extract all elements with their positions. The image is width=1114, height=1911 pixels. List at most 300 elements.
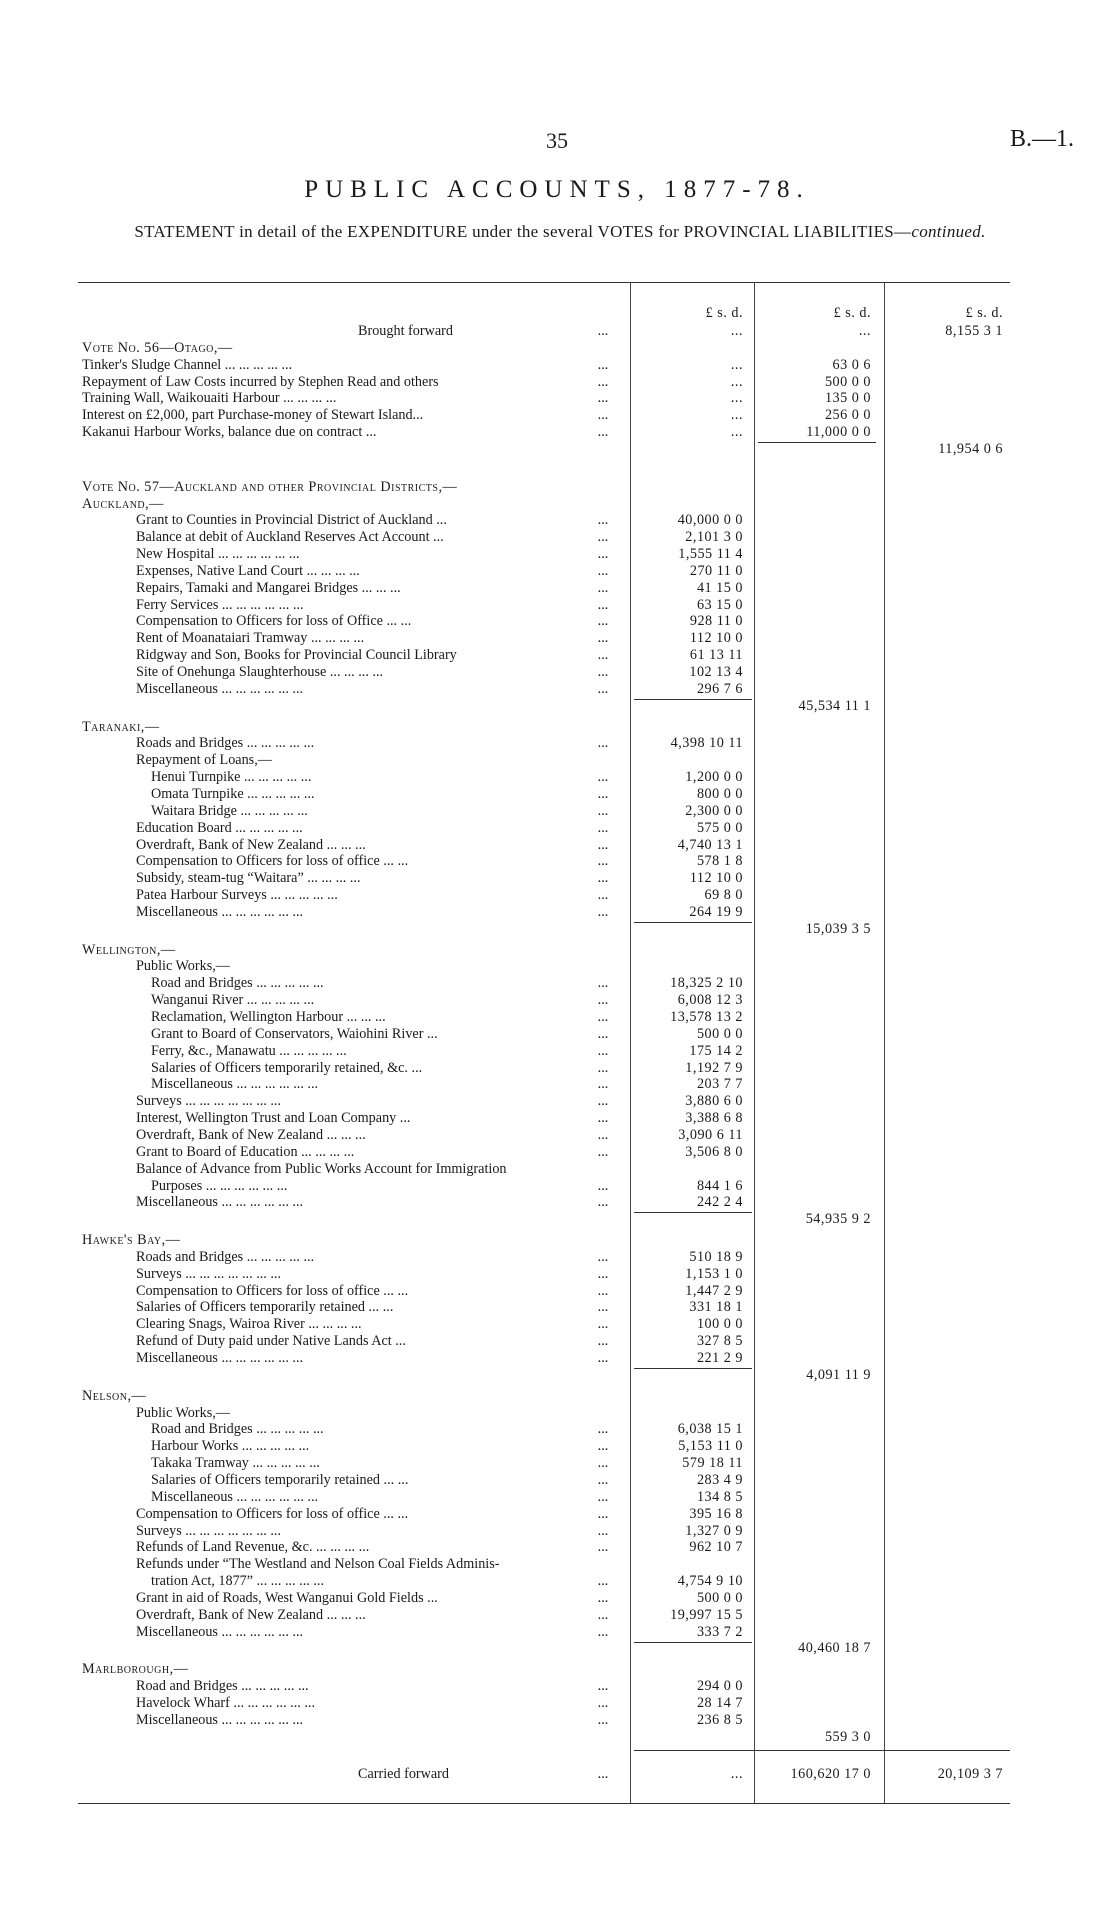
row-label: Auckland,— [82, 495, 164, 512]
row-label: Waitara Bridge ... ... ... ... ... [151, 802, 308, 819]
row-label: Road and Bridges ... ... ... ... ... [136, 1678, 309, 1695]
table-row [78, 1110, 1010, 1127]
row-label: Tinker's Sludge Channel ... ... ... ... ... [82, 356, 293, 373]
amount-c1: 510 18 9 [689, 1248, 743, 1265]
row-label: Miscellaneous ... ... ... ... ... ... [136, 1711, 304, 1728]
amount-c1: 40,000 0 0 [677, 512, 743, 529]
row-label: Repayment of Law Costs incurred by Stephen Read and others [82, 373, 439, 390]
subtotal-row [78, 921, 1010, 938]
amount-c1: ... [730, 373, 743, 390]
row-label: Refunds under “The Westland and Nelson Coal Fields Adminis- [136, 1556, 500, 1573]
leader-dots: ... [597, 1711, 609, 1728]
section-heading [78, 340, 1010, 357]
subtotal-row [78, 1367, 1010, 1384]
leader-dots: ... [597, 1471, 609, 1488]
table-row [78, 1194, 1010, 1211]
table-row [78, 1695, 1010, 1712]
subtitle-main: STATEMENT in detail of the EXPENDITURE under the several VOTES for PROVINCIAL LIABILITIES— [134, 222, 912, 241]
amount-c1: 3,388 6 8 [685, 1110, 743, 1127]
amount-c1: ... [730, 1766, 743, 1783]
table-row [78, 1026, 1010, 1043]
table-row [78, 529, 1010, 546]
row-label: Miscellaneous ... ... ... ... ... ... [136, 1350, 304, 1366]
amount-c1: ... [730, 424, 743, 441]
section-heading [78, 479, 1010, 496]
section-heading [78, 1388, 1010, 1405]
header-col-3: £ s. d. [965, 305, 1003, 321]
table-row [78, 1712, 1010, 1729]
row-label: Repairs, Tamaki and Mangarei Bridges ... ... ... [136, 579, 401, 596]
amount-c1: 4,754 9 10 [677, 1573, 743, 1590]
expenditure-table [78, 282, 1010, 1804]
amount-c2: 135 0 0 [824, 390, 871, 407]
leader-dots: ... [597, 1299, 609, 1316]
amount-c1: 1,555 11 4 [678, 546, 743, 563]
amount-c1: 800 0 0 [696, 785, 743, 802]
leader-dots: ... [597, 1143, 609, 1160]
table-row [78, 1489, 1010, 1506]
table-row [78, 992, 1010, 1009]
subtotal-row [78, 441, 1010, 458]
amount-c1: 221 2 9 [696, 1350, 743, 1366]
amount-c1: 3,090 6 11 [678, 1126, 743, 1143]
table-row [78, 1161, 1010, 1178]
row-label: Interest on £2,000, part Purchase-money of Stewart Island... [82, 407, 424, 424]
amount-c1: 100 0 0 [696, 1316, 743, 1333]
row-label: Carried forward [358, 1766, 449, 1783]
table-row [78, 1266, 1010, 1283]
row-label: Ridgway and Son, Books for Provincial Council Library [136, 647, 457, 664]
amount-c1: 2,101 3 0 [685, 529, 743, 546]
leader-dots: ... [597, 1421, 609, 1438]
row-label: Refunds of Land Revenue, &c. ... ... ... ... [136, 1539, 370, 1556]
leader-dots: ... [597, 887, 609, 904]
amount-c1: 500 0 0 [696, 1589, 743, 1606]
amount-c3: 11,954 0 6 [938, 440, 1003, 457]
leader-dots: ... [597, 1059, 609, 1076]
leader-dots: ... [597, 1042, 609, 1059]
amount-c1: 3,880 6 0 [685, 1093, 743, 1110]
amount-c1: 500 0 0 [696, 1025, 743, 1042]
leader-dots: ... [597, 785, 609, 802]
table-row [78, 1556, 1010, 1573]
leader-dots: ... [597, 1505, 609, 1522]
amount-c1: 69 8 0 [704, 887, 743, 904]
amount-c1: 578 1 8 [696, 853, 743, 870]
table-row [78, 735, 1010, 752]
table-row [78, 1573, 1010, 1590]
row-label: Hawke's Bay,— [82, 1232, 181, 1249]
table-row [78, 958, 1010, 975]
table-row [78, 1127, 1010, 1144]
amount-c1: 5,153 11 0 [678, 1438, 743, 1455]
leader-dots: ... [597, 1678, 609, 1695]
leader-dots: ... [597, 853, 609, 870]
amount-c2: 4,091 11 9 [806, 1366, 871, 1383]
amount-c1: 6,008 12 3 [677, 992, 743, 1009]
amount-c2: 256 0 0 [824, 407, 871, 424]
table-row [78, 580, 1010, 597]
row-label: Ferry Services ... ... ... ... ... ... [136, 596, 304, 613]
amount-c1: 1,153 1 0 [685, 1265, 743, 1282]
row-label: Training Wall, Waikouaiti Harbour ... ... ... ... [82, 390, 337, 407]
table-row [78, 1009, 1010, 1026]
amount-c1: 327 8 5 [696, 1333, 743, 1350]
table-row [78, 853, 1010, 870]
leader-dots: ... [597, 1623, 609, 1640]
table-row [78, 424, 1010, 441]
leader-dots: ... [597, 373, 609, 390]
amount-c1: 1,200 0 0 [685, 769, 743, 786]
table-row [78, 1249, 1010, 1266]
leader-dots: ... [597, 596, 609, 613]
leader-dots: ... [597, 1350, 609, 1366]
table-row [78, 870, 1010, 887]
table-row [78, 1607, 1010, 1624]
amount-c1: 333 7 2 [696, 1623, 743, 1640]
row-label: Havelock Wharf ... ... ... ... ... ... [136, 1695, 316, 1711]
amount-c1: 3,506 8 0 [685, 1143, 743, 1160]
amount-c1: 18,325 2 10 [670, 975, 743, 992]
amount-c1: 112 10 0 [689, 630, 743, 647]
row-label: Grant to Counties in Provincial District of Auckland ... [136, 512, 447, 529]
amount-c1: 61 13 11 [689, 647, 743, 664]
leader-dots: ... [597, 1025, 609, 1042]
amount-c3: 20,109 3 7 [937, 1766, 1003, 1783]
row-label: Miscellaneous ... ... ... ... ... ... [136, 1194, 304, 1211]
leader-dots: ... [597, 903, 609, 920]
row-label: Public Works,— [136, 1404, 230, 1421]
leader-dots: ... [597, 1093, 609, 1110]
amount-c2: 500 0 0 [824, 373, 871, 390]
amount-c1: 6,038 15 1 [677, 1421, 743, 1438]
leader-dots: ... [597, 1606, 609, 1623]
header-col-1: £ s. d. [705, 305, 743, 321]
section-heading [78, 1232, 1010, 1249]
header-col-2: £ s. d. [833, 305, 871, 321]
section-heading [78, 719, 1010, 736]
table-row [78, 1316, 1010, 1333]
row-label: Site of Onehunga Slaughterhouse ... ... ... ... [136, 664, 384, 680]
leader-dots: ... [597, 1076, 609, 1093]
row-label: Miscellaneous ... ... ... ... ... ... [151, 1076, 319, 1093]
leader-dots: ... [597, 1316, 609, 1333]
amount-c1: 63 15 0 [696, 596, 743, 613]
amount-c2: 160,620 17 0 [790, 1766, 871, 1783]
amount-c1: ... [730, 390, 743, 407]
table-row [78, 904, 1010, 921]
row-label: Overdraft, Bank of New Zealand ... ... ... [136, 1126, 366, 1143]
table-row [78, 563, 1010, 580]
leader-dots: ... [597, 664, 609, 680]
amount-c1: 844 1 6 [696, 1177, 743, 1194]
amount-c1: 28 14 7 [696, 1695, 743, 1711]
leader-dots: ... [597, 1110, 609, 1127]
row-label: Vote No. 56—Otago,— [82, 339, 233, 356]
subtotal-row [78, 1640, 1010, 1657]
amount-c1: 19,997 15 5 [670, 1606, 743, 1623]
row-label: Salaries of Officers temporarily retained ... ... [136, 1299, 394, 1316]
amount-c2: 63 0 6 [832, 356, 871, 373]
table-row [78, 1421, 1010, 1438]
table-row [78, 1539, 1010, 1556]
amount-c1: 395 16 8 [689, 1505, 743, 1522]
amount-c1: 294 0 0 [696, 1678, 743, 1695]
table-row [78, 837, 1010, 854]
table-row [78, 1060, 1010, 1077]
table-row [78, 752, 1010, 769]
table-row [78, 1405, 1010, 1422]
row-label: Roads and Bridges ... ... ... ... ... [136, 1248, 315, 1265]
leader-dots: ... [597, 870, 609, 887]
leader-dots: ... [597, 579, 609, 596]
amount-c1: 962 10 7 [689, 1539, 743, 1556]
table-row [78, 597, 1010, 614]
amount-c1: 242 2 4 [696, 1194, 743, 1211]
row-label: Clearing Snags, Wairoa River ... ... ... ... [136, 1316, 362, 1333]
row-label: Omata Turnpike ... ... ... ... ... [151, 785, 315, 802]
table-row [78, 1438, 1010, 1455]
amount-c1: 41 15 0 [696, 579, 743, 596]
amount-c1: 928 11 0 [689, 613, 743, 630]
leader-dots: ... [597, 630, 609, 647]
table-row [78, 613, 1010, 630]
row-label: Miscellaneous ... ... ... ... ... ... [136, 680, 304, 697]
leader-dots: ... [597, 1126, 609, 1143]
section-heading [78, 942, 1010, 959]
table-row [78, 1144, 1010, 1161]
amount-c1: 4,740 13 1 [677, 836, 743, 853]
leader-dots: ... [597, 1265, 609, 1282]
leader-dots: ... [597, 356, 609, 373]
amount-c2: 11,000 0 0 [806, 424, 871, 441]
leader-dots: ... [597, 802, 609, 819]
amount-c1: ... [730, 356, 743, 373]
subtitle-continued: continued. [911, 222, 986, 241]
leader-dots: ... [597, 529, 609, 546]
leader-dots: ... [597, 1522, 609, 1539]
amount-c1: 1,192 7 9 [685, 1059, 743, 1076]
amount-c2: 40,460 18 7 [798, 1640, 871, 1657]
amount-c1: ... [730, 323, 743, 339]
row-label: Subsidy, steam-tug “Waitara” ... ... ... ... [136, 870, 361, 887]
table-row [78, 1076, 1010, 1093]
table-row [78, 374, 1010, 391]
table-row [78, 546, 1010, 563]
row-label: Kakanui Harbour Works, balance due on contract ... [82, 424, 377, 441]
leader-dots: ... [597, 975, 609, 992]
row-label: Wellington,— [82, 941, 176, 958]
leader-dots: ... [597, 836, 609, 853]
table-row [78, 887, 1010, 904]
table-row [78, 769, 1010, 786]
row-label: Miscellaneous ... ... ... ... ... ... [136, 1623, 304, 1640]
leader-dots: ... [597, 546, 609, 563]
page-title: PUBLIC ACCOUNTS, 1877-78. [304, 176, 810, 203]
table-row [78, 323, 1010, 340]
amount-c2: 45,534 11 1 [798, 697, 871, 714]
amount-c1: 175 14 2 [689, 1042, 743, 1059]
amount-c1: 112 10 0 [689, 870, 743, 887]
row-label: Road and Bridges ... ... ... ... ... [151, 1421, 324, 1438]
row-label: Brought forward [358, 323, 453, 339]
row-label: Rent of Moanataiari Tramway ... ... ... ... [136, 630, 365, 647]
row-label: Compensation to Officers for loss of office ... ... [136, 1282, 409, 1299]
table-row [78, 786, 1010, 803]
table-row [78, 357, 1010, 374]
section-heading [78, 496, 1010, 513]
row-label: Compensation to Officers for loss of Office ... ... [136, 613, 412, 630]
amount-c1: 203 7 7 [696, 1076, 743, 1093]
amount-c2: ... [858, 323, 871, 339]
table-row [78, 664, 1010, 681]
amount-c1: 236 8 5 [696, 1711, 743, 1728]
leader-dots: ... [597, 1009, 609, 1025]
row-label: tration Act, 1877” ... ... ... ... ... [151, 1573, 324, 1590]
row-label: Patea Harbour Surveys ... ... ... ... ... [136, 887, 338, 904]
row-label: Repayment of Loans,— [136, 752, 272, 769]
table-row [78, 1678, 1010, 1695]
leader-dots: ... [597, 1248, 609, 1265]
amount-c1: 1,447 2 9 [685, 1282, 743, 1299]
leader-dots: ... [597, 512, 609, 529]
table-row [78, 647, 1010, 664]
amount-c1: 13,578 13 2 [670, 1009, 743, 1025]
row-label: Expenses, Native Land Court ... ... ... ... [136, 562, 360, 579]
row-label: Compensation to Officers for loss of office ... ... [136, 1505, 409, 1522]
row-label: Ferry, &c., Manawatu ... ... ... ... ... [151, 1042, 347, 1059]
table-row [78, 803, 1010, 820]
document-reference: B.—1. [1009, 126, 1074, 152]
amount-c1: ... [730, 407, 743, 424]
row-label: Grant to Board of Conservators, Waiohini River ... [151, 1025, 438, 1042]
amount-c2: 559 3 0 [824, 1728, 871, 1745]
page-number: 35 [546, 128, 568, 153]
amount-c2: 15,039 3 5 [805, 920, 871, 937]
amount-c1: 331 18 1 [689, 1299, 743, 1316]
leader-dots: ... [597, 647, 609, 664]
table-row [78, 1766, 1010, 1783]
leader-dots: ... [597, 562, 609, 579]
leader-dots: ... [597, 1333, 609, 1350]
amount-c3: 8,155 3 1 [945, 323, 1003, 339]
leader-dots: ... [597, 390, 609, 407]
amount-c2: 54,935 9 2 [805, 1211, 871, 1228]
subtotal-row [78, 698, 1010, 715]
leader-dots: ... [597, 1194, 609, 1211]
leader-dots: ... [597, 680, 609, 697]
leader-dots: ... [597, 407, 609, 424]
amount-c1: 1,327 0 9 [685, 1522, 743, 1539]
subtotal-row [78, 1211, 1010, 1228]
leader-dots: ... [597, 1177, 609, 1194]
row-label: Education Board ... ... ... ... ... [136, 819, 303, 836]
row-label: Purposes ... ... ... ... ... ... [151, 1177, 288, 1194]
row-label: Miscellaneous ... ... ... ... ... ... [151, 1488, 319, 1505]
table-row [78, 1043, 1010, 1060]
row-label: Taranaki,— [82, 718, 160, 735]
leader-dots: ... [597, 735, 609, 752]
row-label: Balance at debit of Auckland Reserves Act Account ... [136, 529, 444, 546]
amount-c1: 134 8 5 [696, 1488, 743, 1505]
table-row [78, 1283, 1010, 1300]
table-row [78, 1299, 1010, 1316]
row-label: Marlborough,— [82, 1661, 189, 1678]
row-label: Overdraft, Bank of New Zealand ... ... ... [136, 1606, 366, 1623]
row-label: Harbour Works ... ... ... ... ... [151, 1438, 310, 1455]
leader-dots: ... [597, 424, 609, 441]
leader-dots: ... [597, 1455, 609, 1472]
row-label: Grant to Board of Education ... ... ... ... [136, 1143, 355, 1160]
table-row [78, 1178, 1010, 1195]
subtotal-row [78, 1729, 1010, 1746]
table-row [78, 1590, 1010, 1607]
leader-dots: ... [597, 1488, 609, 1505]
leader-dots: ... [597, 819, 609, 836]
row-label: Nelson,— [82, 1387, 147, 1404]
column-headers [78, 305, 1010, 322]
amount-c1: 296 7 6 [696, 680, 743, 697]
row-label: Public Works,— [136, 958, 230, 975]
statement-subtitle [80, 222, 1040, 242]
amount-c1: 102 13 4 [689, 664, 743, 680]
amount-c1: 4,398 10 11 [670, 735, 743, 752]
table-row [78, 1472, 1010, 1489]
row-label: Road and Bridges ... ... ... ... ... [151, 975, 324, 992]
row-label: Balance of Advance from Public Works Account for Immigration [136, 1160, 507, 1177]
table-row [78, 975, 1010, 992]
table-row [78, 1455, 1010, 1472]
amount-c1: 579 18 11 [682, 1455, 743, 1472]
amount-c1: 2,300 0 0 [685, 802, 743, 819]
table-row [78, 407, 1010, 424]
leader-dots: ... [597, 1695, 609, 1711]
row-label: Roads and Bridges ... ... ... ... ... [136, 735, 315, 752]
row-label: Salaries of Officers temporarily retained, &c. ... [151, 1059, 423, 1076]
table-row [78, 1624, 1010, 1641]
row-label: Henui Turnpike ... ... ... ... ... [151, 769, 312, 786]
leader-dots: ... [597, 992, 609, 1009]
row-label: Miscellaneous ... ... ... ... ... ... [136, 903, 304, 920]
row-label: Surveys ... ... ... ... ... ... ... [136, 1265, 282, 1282]
row-label: Interest, Wellington Trust and Loan Company ... [136, 1110, 411, 1127]
leader-dots: ... [597, 1589, 609, 1606]
amount-c1: 270 11 0 [689, 562, 743, 579]
leader-dots: ... [597, 769, 609, 786]
row-label: Grant in aid of Roads, West Wanganui Gold Fields ... [136, 1589, 438, 1606]
table-row [78, 1333, 1010, 1350]
leader-dots: ... [597, 1766, 609, 1783]
table-row [78, 681, 1010, 698]
row-label: Reclamation, Wellington Harbour ... ... ... [151, 1009, 386, 1025]
table-row [78, 1093, 1010, 1110]
amount-c1: 575 0 0 [696, 819, 743, 836]
leader-dots: ... [597, 613, 609, 630]
row-label: Takaka Tramway ... ... ... ... ... [151, 1455, 320, 1472]
table-row [78, 1350, 1010, 1367]
leader-dots: ... [597, 1539, 609, 1556]
sum-rule [634, 1750, 1010, 1751]
row-label: Vote No. 57—Auckland and other Provincial Districts,— [82, 478, 458, 495]
row-label: Overdraft, Bank of New Zealand ... ... ... [136, 836, 366, 853]
section-heading [78, 1661, 1010, 1678]
amount-c1: 283 4 9 [696, 1471, 743, 1488]
row-label: Surveys ... ... ... ... ... ... ... [136, 1522, 282, 1539]
row-label: Salaries of Officers temporarily retained ... ... [151, 1471, 409, 1488]
leader-dots: ... [597, 1573, 609, 1590]
table-row [78, 820, 1010, 837]
amount-c1: 264 19 9 [689, 903, 743, 920]
